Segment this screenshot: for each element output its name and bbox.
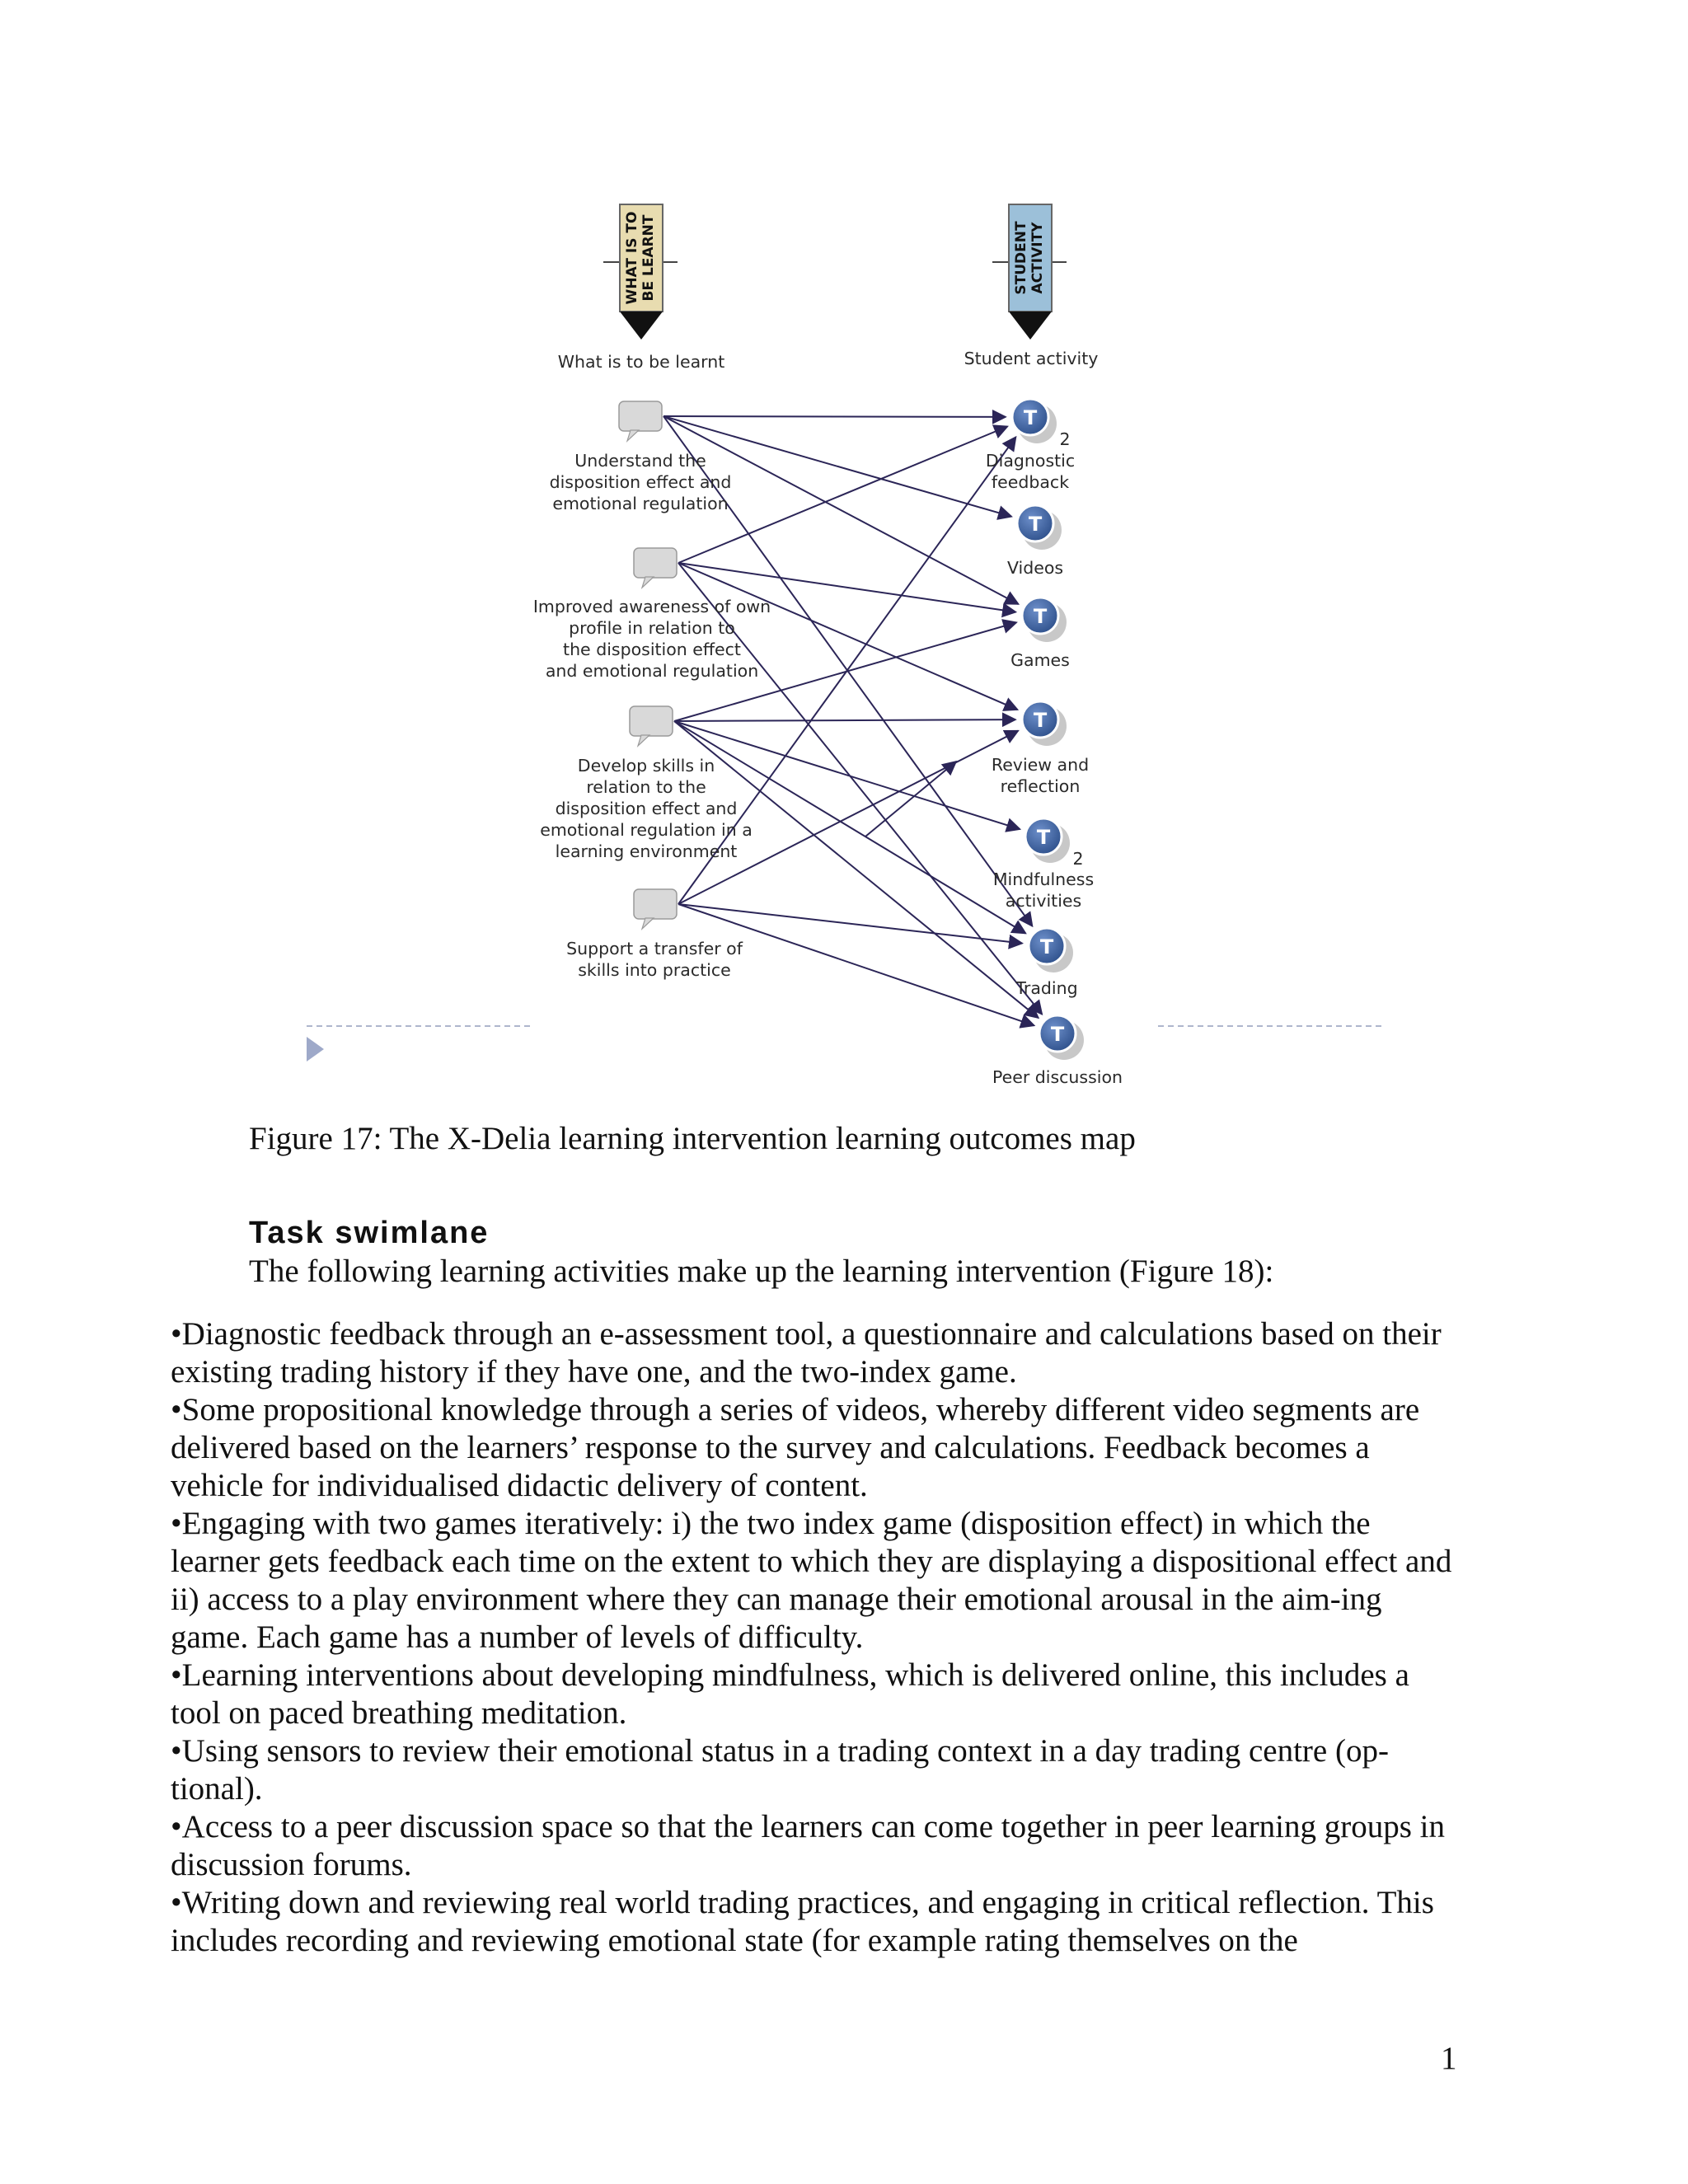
activity-nodes [986,399,1123,1087]
svg-text:T: T [1033,709,1048,732]
activity-label-line: Videos [1006,558,1064,578]
bullet-item: •Diagnostic feedback through an e-assessment tool, a questionnaire and calculations based on their existing trading history if they have one, and the two-index game. [171,1316,1442,1390]
outcome-label-line: emotional regulation [552,494,729,513]
activity-label-line: Mindfulness [992,869,1095,889]
activity-bullet-list [171,1315,1456,1960]
connection-arrow-extra [865,762,956,837]
speech-bubble-icon [630,706,673,736]
connection-arrow-o4-a7 [678,904,1034,1025]
bullet-item: •Some propositional knowledge through a series of videos, whereby different video segments are delivered based on the learners’ response to the survey and calculations. Feedback becomes a vehicle for individualised didactic delivery of content. [171,1392,1420,1503]
connection-arrow-o3-a4 [674,719,1015,721]
outcome-label-line: and emotional regulation [545,661,759,681]
bullet-item: •Using sensors to review their emotional status in a trading context in a day trading centre (op-tional). [171,1733,1389,1807]
activity-node [992,701,1089,796]
left-column-header: What is to be learnt [557,352,725,372]
banner-right-line-2: ACTIVITY [1029,222,1046,294]
outcome-node [540,706,753,861]
activity-label-line: Trading [1015,978,1078,998]
bullet-item: •Access to a peer discussion space so that the learners can come together in peer learning groups in discussion forums. [171,1809,1446,1882]
outcome-label-line: relation to the [586,777,706,797]
activity-node [993,818,1094,911]
activity-node [986,399,1075,492]
activity-label-line: reflection [1000,776,1081,796]
play-triangle-icon [307,1037,324,1062]
banner-right-line-1: STUDENT [1013,221,1029,295]
outcome-label-line: learning environment [555,841,738,861]
activity-label-line: Review and [991,755,1090,775]
outcome-label-line: skills into practice [578,960,731,980]
figure-caption: Figure 17: The X-Delia learning intervention learning outcomes map [249,1121,1136,1156]
bullet-item: •Learning interventions about developing mindfulness, which is delivered online, this includes a tool on paced breathing meditation. [171,1657,1409,1731]
connection-arrow-o4-a6 [678,904,1022,944]
svg-text:T: T [1036,826,1051,849]
outcome-label-line: emotional regulation in a [540,820,753,840]
bullet-item: •Engaging with two games iteratively: i) the two index game (disposition effect) in which the learner gets feedback each time on the extent to which they are displaying a dispositional effect and ii) access to a play environment where they can manage their emotional arousal in the aim-ing game. Each game has a number of levels of difficulty. [171,1506,1452,1655]
outcome-nodes [533,401,771,980]
outcome-label-line: Support a transfer of [566,939,743,958]
banner-left-line-1: WHAT IS TO [624,211,640,305]
section-heading: Task swimlane [249,1216,490,1250]
outcome-label-line: disposition effect and [549,472,732,492]
activity-count-badge: 2 [1059,429,1071,449]
activity-node [1015,928,1077,998]
activity-label-line: feedback [991,472,1070,492]
svg-text:T: T [1023,406,1038,429]
outcome-node [566,889,743,980]
activity-label-line: Peer discussion [992,1067,1123,1087]
section-intro: The following learning activities make up the learning intervention (Figure 18): [249,1254,1274,1289]
activity-label-line: Games [1010,650,1070,670]
what-is-to-be-learnt-banner [603,204,678,340]
outcome-node [550,401,732,513]
page-number: 1 [1441,2041,1457,2076]
speech-bubble-icon [634,548,677,578]
speech-bubble-icon [634,889,677,919]
outcome-label-line: Improved awareness of own [532,597,771,616]
outcome-label-line: profile in relation to [569,618,735,638]
activity-label-line: activities [1005,891,1082,911]
svg-text:T: T [1033,605,1048,628]
outcome-label-line: disposition effect and [555,799,738,818]
student-activity-banner [992,204,1067,340]
speech-bubble-icon [619,401,662,431]
svg-text:T: T [1039,935,1054,958]
activity-label-line: Diagnostic [985,451,1076,471]
outcome-label-line: the disposition effect [563,640,741,659]
activity-count-badge: 2 [1072,849,1084,869]
outcome-label-line: Understand the [574,451,706,471]
right-column-header: Student activity [964,349,1099,368]
svg-text:T: T [1028,513,1043,536]
outcome-node [533,548,771,681]
activity-node [1010,598,1070,670]
connection-arrow-o1-a1 [663,416,1006,417]
outcome-label-line: Develop skills in [577,756,715,776]
svg-text:T: T [1050,1023,1065,1046]
banner-left-line-2: BE LEARNT [640,214,657,302]
activity-node [992,1015,1123,1087]
bullet-item: •Writing down and reviewing real world trading practices, and engaging in critical reflection. This includes recording and reviewing emotional state (for example rating themselves on the [171,1885,1434,1958]
activity-node [1007,505,1063,578]
